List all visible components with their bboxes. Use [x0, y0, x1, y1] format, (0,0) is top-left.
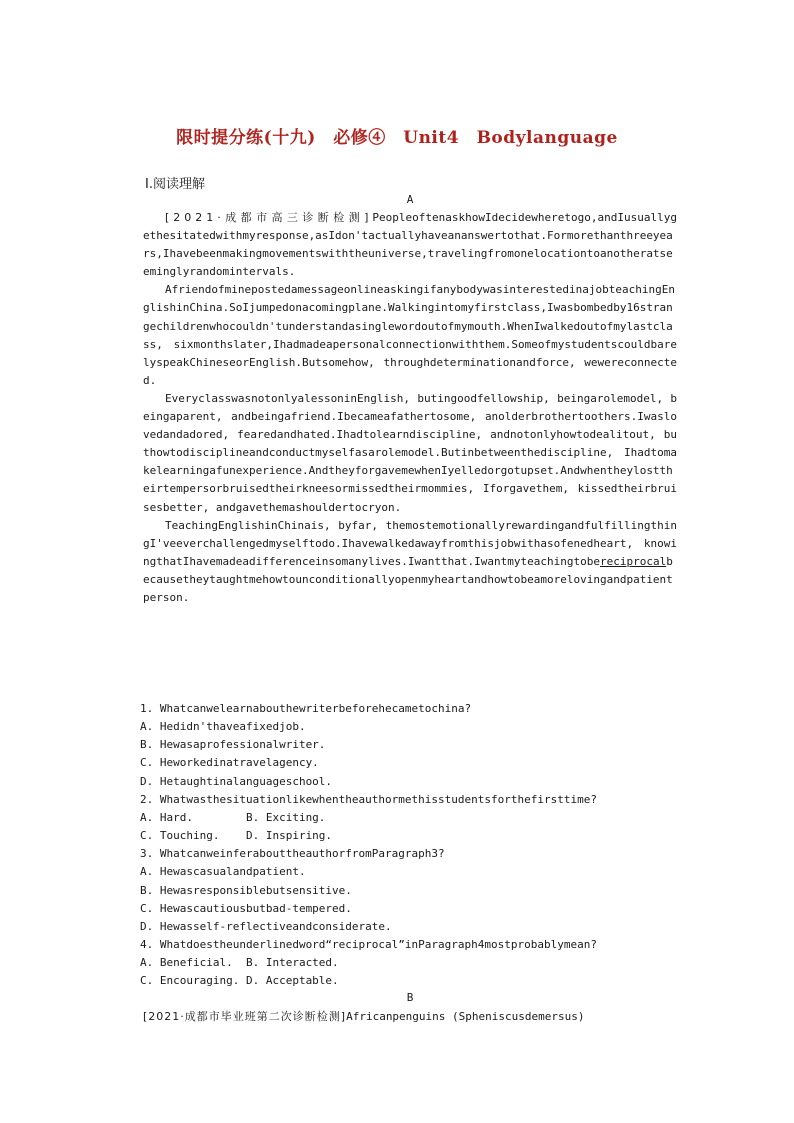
question-list — [140, 700, 680, 991]
paragraph-3: EveryclasswasnotonlyalessoninEnglish, butingoodfellowship, beingarolemodel, beingaparent, andbeingafriend.Ibecameafathertosome, anolderbrothertoothers.Iwaslovedandadored, fearedandhated.Ihadtolearndiscipline, andnotonlyhowtodealitout, buthowtodisciplineandconductmyselfasarolemodel.Butinbetweenthediscipline, Ihadtomakelearningafunexperience.AndtheyforgavemewhenIyelledorgotupset.Andwhentheylosttheirtempersorbruisedtheirkneesormissedtheirmommies, Iforgavethem, kissedtheirbruisesbetter, andgavethemashouldertocryon. — [143, 391, 677, 514]
section-heading: Ⅰ.阅读理解 — [145, 177, 205, 192]
source-note-b: [2021·成都市毕业班第二次诊断检测] — [143, 1010, 347, 1023]
passage-b: [2021·成都市毕业班第二次诊断检测]Africanpenguins (Spheniscusdemersus) — [143, 1010, 585, 1023]
list-item: C. Hewascautiousbutbad-tempered. — [140, 901, 352, 915]
paragraph-2: AfriendofminepostedamessageonlineaskingifanybodywasinterestedinajobteachingEnglishinChina.SoIjumpedonacomingplane.Walkingintomyfirstclass,Iwasbombedby16strangechildrenwhocouldn'tunderstandasinglewordoutofmymouth.WhenIwalkedoutofmylastclass, sixmonthslater,Ihadmadeapersonalconnectionwiththem.SomeofmystudentscouldbarelyspeakChineseorEnglish.Butsomehow, throughdeterminationandforce, wewereconnected. — [143, 283, 677, 387]
list-item: 4. Whatdoestheunderlinedword“reciprocal”inParagraph4mostprobablymean? — [140, 938, 597, 952]
part-a-letter: A — [406, 193, 414, 206]
part-b-letter: B — [406, 991, 414, 1004]
list-item: D. Hetaughtinalanguageschool. — [140, 774, 333, 788]
list-item: A. Hewascasualandpatient. — [140, 865, 306, 879]
list-item: A. Hard. B. Exciting. — [140, 810, 326, 824]
list-item: B. Hewasresponsiblebutsensitive. — [140, 883, 352, 897]
passage-a — [143, 209, 677, 607]
list-item: C. Heworkedinatravelagency. — [140, 756, 319, 770]
list-item: D. Hewasself-reflectiveandconsiderate. — [140, 919, 392, 933]
list-item: C. Encouraging. D. Acceptable. — [140, 974, 339, 988]
underlined-word: reciprocal — [599, 554, 667, 568]
list-item: B. Hewasaprofessionalwriter. — [140, 738, 326, 752]
list-item: 3. WhatcanweinferabouttheauthorfromParagraph3? — [140, 847, 445, 861]
page-title: 限时提分练(十九) 必修④ Unit4 Bodylanguage — [176, 128, 618, 148]
source-note: [2021·成都市高三诊断检测] — [165, 211, 373, 224]
list-item: 2. Whatwasthesituationlikewhentheauthormethisstudentsforthefirsttime? — [140, 792, 597, 806]
paragraph-1: [2021·成都市高三诊断检测]PeopleoftenaskhowIdecidewheretogo,andIusuallygethesitatedwithmyresponse,asIdon'tactuallyhaveananswertothat.Formorethanthreeyears,Ihavebeenmakingmovementswiththeuniverse,travelingfromonelocationtoanotheratseeminglyrandomintervals. — [143, 211, 677, 279]
list-item: C. Touching. D. Inspiring. — [140, 829, 333, 843]
list-item: A. Hedidn'thaveafixedjob. — [140, 720, 306, 734]
paragraph-4: TeachingEnglishinChinais, byfar, themostemotionallyrewardingandfulfillingthingI'veeverchallengedmyselftodo.Ihavewalkedawayfromthisjobwithasofenedheart, knowingthatIhavemadeadifferenceinsomanylives.Iwantthat.Iwantmyteachingtobereciprocalbecausetheytaughtmehowtounconditionallyopenmyheartandhowtobeamorelovingandpatientperson. — [143, 518, 677, 604]
list-item: A. Beneficial. B. Interacted. — [140, 956, 339, 970]
list-item: 1. Whatcanwelearnabouthewriterbeforehecametochina? — [140, 702, 472, 715]
